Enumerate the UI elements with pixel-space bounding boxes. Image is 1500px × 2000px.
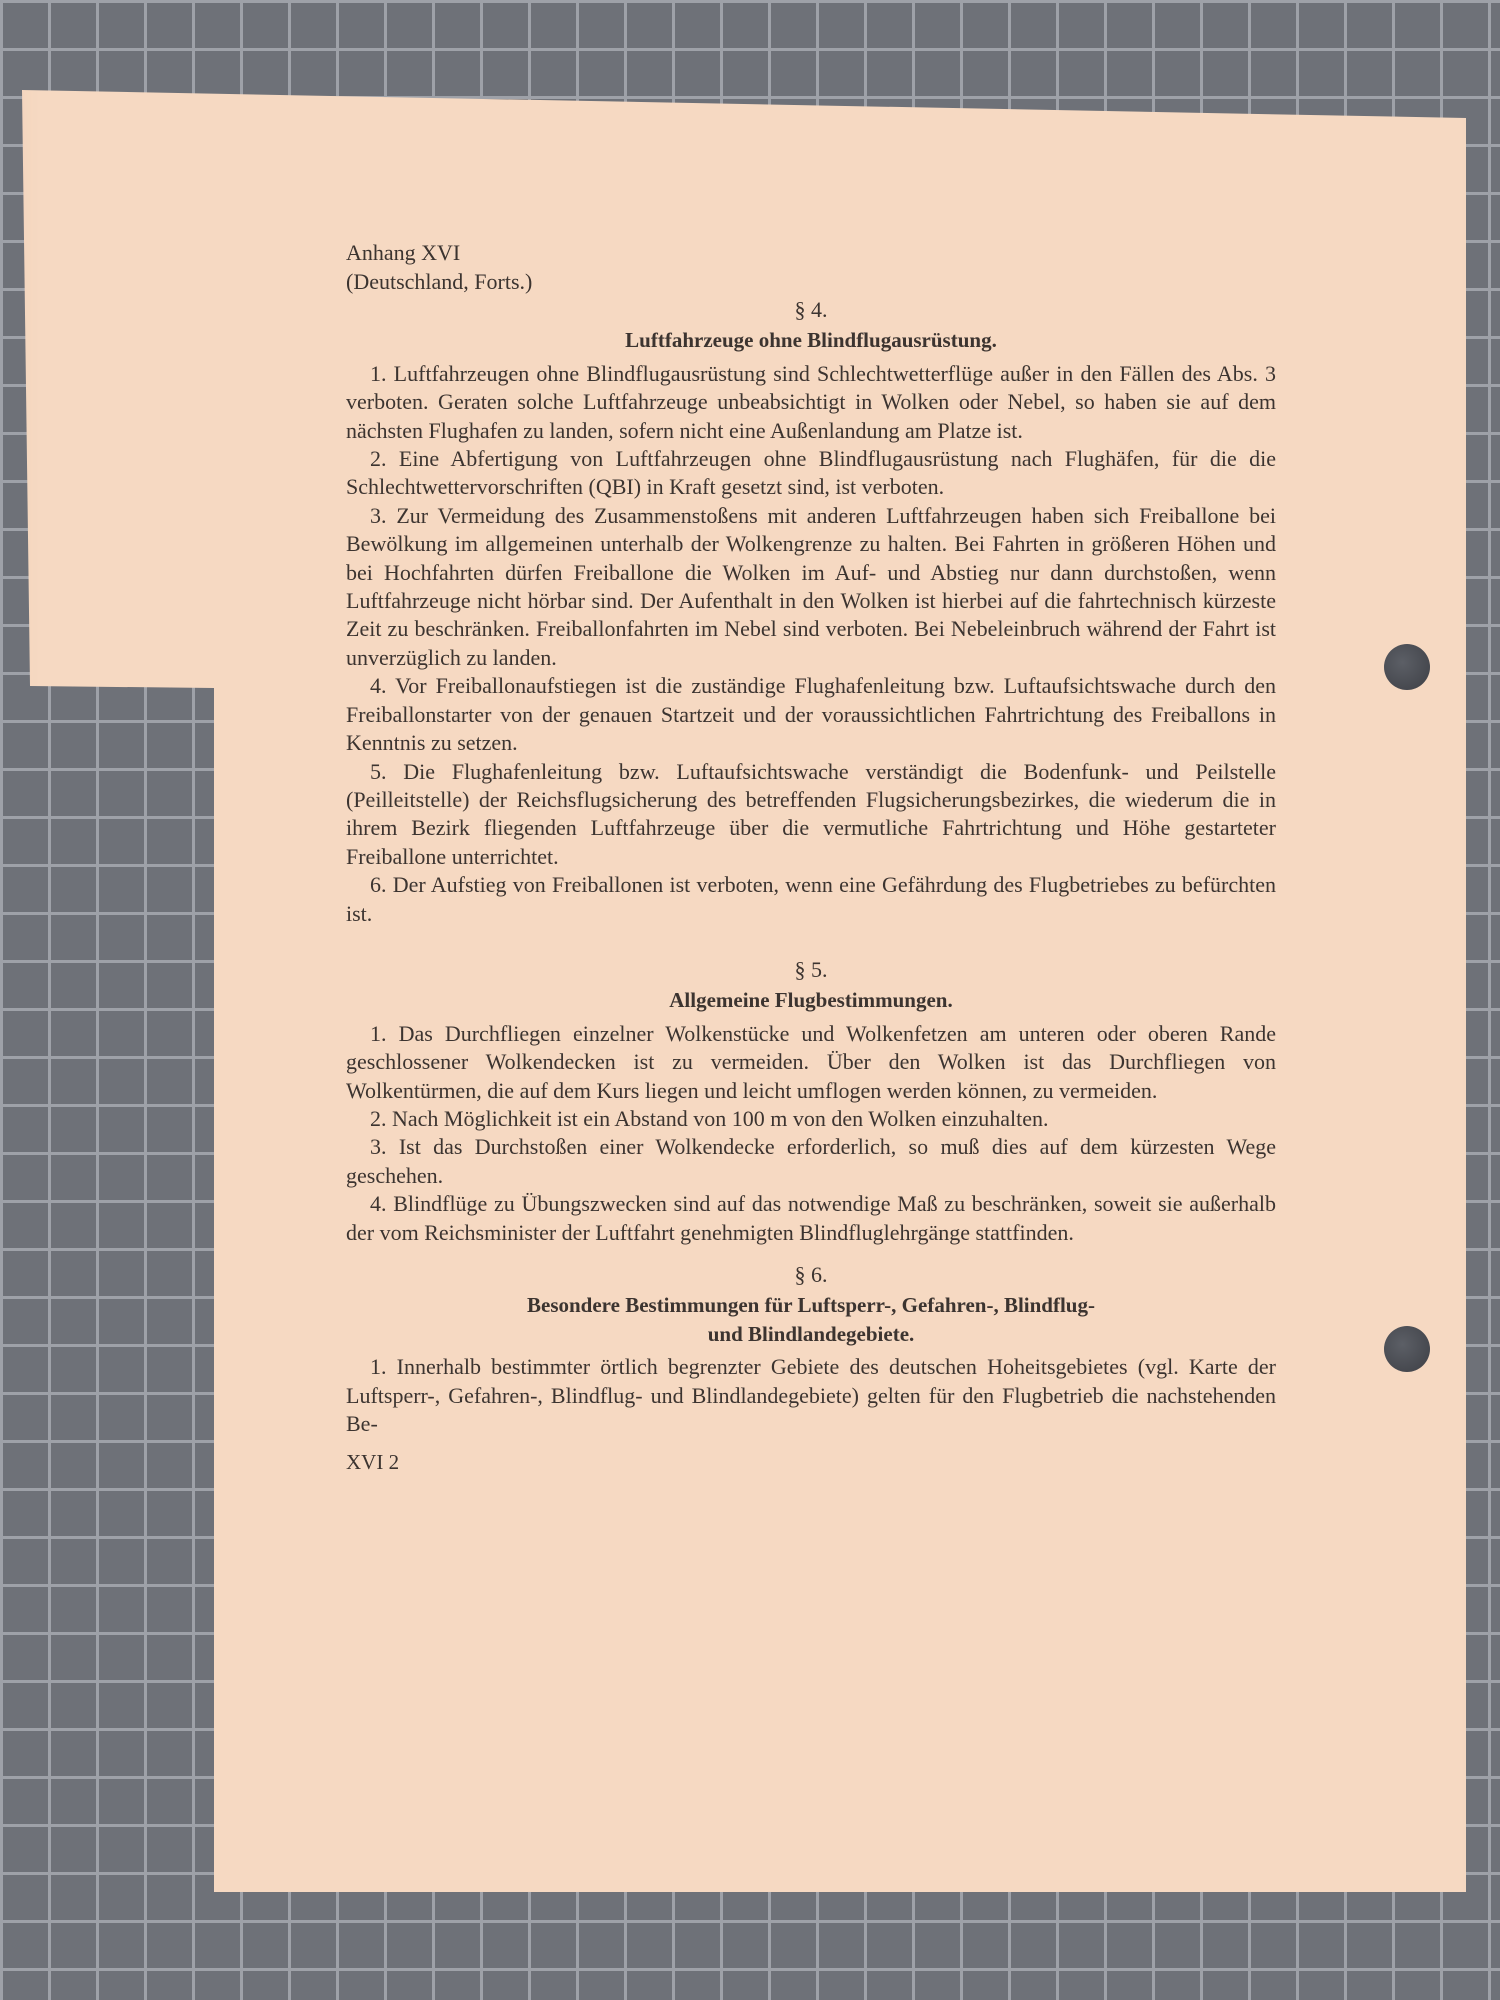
section-4-paragraph-6: 6. Der Aufstieg von Freiballonen ist verboten, wenn eine Gefährdung des Flugbetriebes zu befürchten ist. bbox=[346, 872, 1276, 926]
section-4-title: Luftfahrzeuge ohne Blindflugausrüstung. bbox=[625, 328, 997, 353]
punch-hole-lower bbox=[1384, 1326, 1430, 1372]
page-number: XVI 2 bbox=[346, 1450, 400, 1475]
section-5-paragraph-2: 2. Nach Möglichkeit ist ein Abstand von 100 m von den Wolken einzuhalten. bbox=[370, 1105, 1049, 1131]
punch-hole-upper bbox=[1384, 644, 1430, 690]
section-6-paragraph-1: 1. Innerhalb bestimmter örtlich begrenzter Gebiete des deutschen Hoheitsgebietes (vgl. Karte der Luftsperr-, Gefahren-, Blindflug- und Blindlandegebiete) gelten für den Flugbetrieb die nachstehenden Be- bbox=[346, 1354, 1276, 1437]
section-5-paragraph-1: 1. Das Durchfliegen einzelner Wolkenstücke und Wolkenfetzen am unteren oder oberen Rande geschlossener Wolkendecken ist zu vermeiden. Über den Wolken ist das Durchfliegen von Wolkentürmen, die auf dem Kurs liegen und leicht umflogen werden können, zu vermeiden. bbox=[346, 1020, 1276, 1103]
header-annex: Anhang XVI bbox=[346, 240, 461, 265]
section-6-title-line-1: Besondere Bestimmungen für Luftsperr-, Gefahren-, Blindflug- bbox=[527, 1293, 1095, 1318]
section-5-paragraph-3: 3. Ist das Durchstoßen einer Wolkendecke erforderlich, so muß dies auf dem kürzesten Wege geschehen. bbox=[346, 1134, 1276, 1188]
section-5-paragraph-4: 4. Blindflüge zu Übungszwecken sind auf das notwendige Maß zu beschränken, soweit sie außerhalb der vom Reichsminister der Luftfahrt genehmigten Blindfluglehrgänge stattfinden. bbox=[346, 1191, 1276, 1245]
section-6-sign: § 6. bbox=[794, 1262, 828, 1287]
section-6-title bbox=[346, 1291, 1276, 1348]
section-6-title-line-2: und Blindlandegebiete. bbox=[707, 1321, 915, 1346]
section-4-paragraph-4: 4. Vor Freiballonaufstiegen ist die zuständige Flughafenleitung bzw. Luftaufsichtswache durch den Freiballonstarter von der genauen Startzeit und der voraussichtlichen Fahrtrichtung des Freiballons in Kenntnis zu setzen. bbox=[346, 673, 1276, 756]
section-4-paragraph-2: 2. Eine Abfertigung von Luftfahrzeugen ohne Blindflugausrüstung nach Flughäfen, für die die Schlechtwettervorschriften (QBI) in Kraft gesetzt sind, ist verboten. bbox=[346, 446, 1276, 500]
document-text bbox=[346, 238, 1276, 1477]
section-5-title: Allgemeine Flugbestimmungen. bbox=[669, 988, 953, 1013]
section-4-paragraph-1: 1. Luftfahrzeugen ohne Blindflugausrüstung sind Schlechtwetterflüge außer in den Fällen des Abs. 3 verboten. Geraten solche Luftfahrzeuge unbeabsichtigt in Wolken oder Nebel, so haben sie auf dem nächsten Flughafen zu landen, sofern nicht eine Außenlandung am Platze ist. bbox=[346, 360, 1276, 443]
section-5-sign: § 5. bbox=[794, 956, 828, 982]
section-4-sign: § 4. bbox=[794, 297, 828, 322]
section-4-paragraph-5: 5. Die Flughafenleitung bzw. Luftaufsichtswache verständigt die Bodenfunk- und Peilstelle (Peilleitstelle) der Reichsflugsicherung des betreffenden Flugsicherungsbezirkes, die wiederum die in ihrem Bezirk fliegenden Luftfahrzeuge über die vermutliche Fahrtrichtung und Höhe gestarteter Freiballone unterrichtet. bbox=[346, 758, 1276, 869]
section-4-paragraph-3: 3. Zur Vermeidung des Zusammenstoßens mit anderen Luftfahrzeugen haben sich Freiballone bei Bewölkung im allgemeinen unterhalb der Wolkengrenze zu halten. Bei Fahrten in größeren Höhen und bei Hochfahrten dürfen Freiballone die Wolken im Auf- und Abstieg nur dann durchstoßen, wenn Luftfahrzeuge nicht hörbar sind. Der Aufenthalt in den Wolken ist hierbei auf die fahrtechnisch kürzeste Zeit zu beschränken. Freiballonfahrten im Nebel sind verboten. Bei Nebeleinbruch während der Fahrt ist unverzüglich zu landen. bbox=[346, 502, 1276, 670]
header-country: (Deutschland, Forts.) bbox=[346, 269, 533, 294]
